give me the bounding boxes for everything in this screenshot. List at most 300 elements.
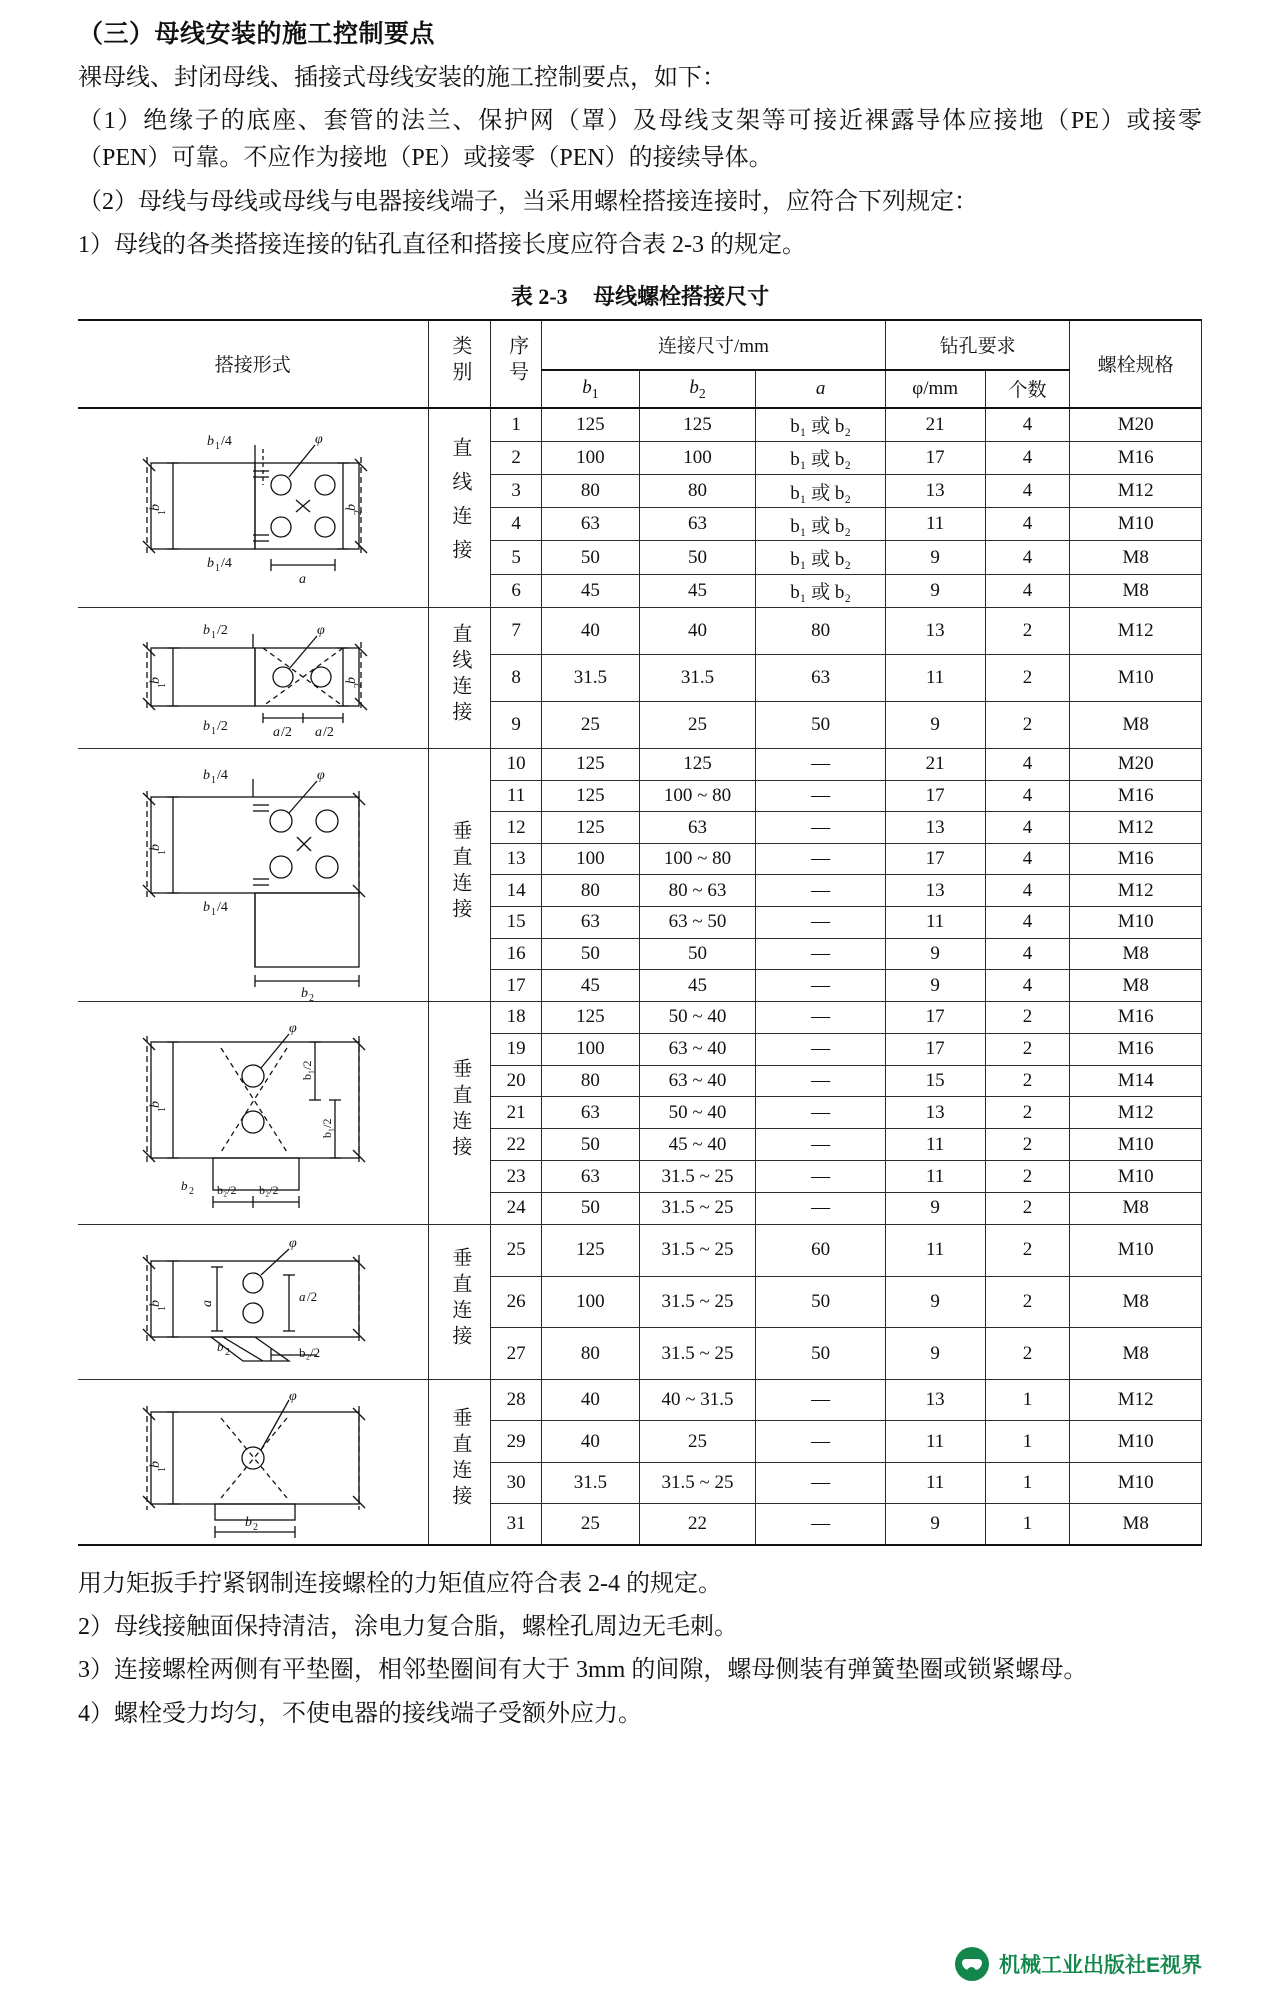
cell-b1: 63 <box>542 508 640 541</box>
cell-count: 1 <box>985 1421 1070 1462</box>
svg-text:b₂/2: b₂/2 <box>298 1344 320 1360</box>
cell-count: 4 <box>985 970 1070 1002</box>
svg-text:b₂/2: b₂/2 <box>258 1182 279 1197</box>
cell-a: — <box>756 843 885 875</box>
figure-vertical-2bolt <box>78 1001 428 1224</box>
svg-text:b: b <box>147 676 163 684</box>
cell-b2: 31.5 ~ 25 <box>639 1276 756 1328</box>
cell-b2: 25 <box>639 701 756 748</box>
cell-phi: 17 <box>885 1001 985 1033</box>
table-row <box>78 1001 1202 1033</box>
cell-a: — <box>756 1161 885 1193</box>
paragraph-2: （1）绝缘子的底座、套管的法兰、保护网（罩）及母线支架等可接近裸露导体应接地（PE）或接零（PEN）可靠。不应作为接地（PE）或接零（PEN）的接续导体。 <box>78 108 1202 172</box>
svg-text:1: 1 <box>156 1305 168 1311</box>
svg-text:b: b <box>147 1100 163 1108</box>
cell-no: 4 <box>491 508 542 541</box>
after-table-paragraph-3: 3）连接螺栓两侧有平垫圈，相邻垫圈间有大于 3mm 的间隙，螺母侧装有弹簧垫圈或锁紧螺母。 <box>78 1657 1088 1684</box>
cell-b2: 80 ~ 63 <box>639 875 756 907</box>
cell-b2: 40 ~ 31.5 <box>639 1379 756 1420</box>
cell-no: 19 <box>491 1033 542 1065</box>
cell-count: 2 <box>985 701 1070 748</box>
header-b2: $b_2$ <box>639 370 756 408</box>
svg-text:b: b <box>343 676 359 684</box>
cell-no: 18 <box>491 1001 542 1033</box>
svg-text:b: b <box>343 503 359 511</box>
svg-text:a: a <box>199 1299 215 1307</box>
cell-a: b₁ 或 b₂ <box>756 541 885 574</box>
cell-count: 4 <box>985 748 1070 780</box>
cell-b1: 100 <box>542 1276 640 1328</box>
cell-b1: 50 <box>542 1129 640 1161</box>
svg-text:b: b <box>216 1338 224 1354</box>
cell-b1: 125 <box>542 1001 640 1033</box>
cell-count: 2 <box>985 607 1070 654</box>
cell-no: 5 <box>491 541 542 574</box>
svg-text:1: 1 <box>214 440 220 452</box>
cell-a: 50 <box>756 1328 885 1380</box>
cell-spec: M10 <box>1070 1421 1202 1462</box>
cell-spec: M12 <box>1070 1379 1202 1420</box>
cell-a: 50 <box>756 701 885 748</box>
cell-spec: M12 <box>1070 607 1202 654</box>
header-drill-group: 钻孔要求 <box>885 320 1070 370</box>
svg-text:2: 2 <box>352 509 364 515</box>
cell-no: 12 <box>491 812 542 844</box>
cell-count: 4 <box>985 574 1070 607</box>
cell-phi: 11 <box>885 508 985 541</box>
svg-text:1: 1 <box>214 562 220 574</box>
cell-b2: 50 ~ 40 <box>639 1001 756 1033</box>
figure-straight-2bolt <box>78 607 428 748</box>
cell-b2: 63 ~ 50 <box>639 907 756 939</box>
cell-b2: 40 <box>639 607 756 654</box>
svg-text:/4: /4 <box>220 555 232 571</box>
svg-text:b: b <box>202 767 210 783</box>
cell-phi: 9 <box>885 1276 985 1328</box>
cell-spec: M14 <box>1070 1065 1202 1097</box>
cell-phi: 15 <box>885 1065 985 1097</box>
cell-spec: M12 <box>1070 812 1202 844</box>
cell-phi: 9 <box>885 1504 985 1545</box>
svg-text:2: 2 <box>224 1346 230 1358</box>
cell-a: 60 <box>756 1224 885 1276</box>
cell-count: 2 <box>985 1193 1070 1225</box>
cell-no: 20 <box>491 1065 542 1097</box>
category-cell: 直线连接 <box>428 408 491 608</box>
cell-b2: 50 <box>639 938 756 970</box>
cell-spec: M10 <box>1070 508 1202 541</box>
cell-a: — <box>756 1462 885 1503</box>
svg-text:b: b <box>147 843 163 851</box>
cell-spec: M10 <box>1070 1462 1202 1503</box>
cell-b2: 25 <box>639 1421 756 1462</box>
paragraph-4: 1）母线的各类搭接连接的钻孔直径和搭接长度应符合表 2-3 的规定。 <box>78 231 806 258</box>
cell-b2: 100 ~ 80 <box>639 843 756 875</box>
cell-a: — <box>756 970 885 1002</box>
cell-b1: 80 <box>542 474 640 507</box>
cell-spec: M8 <box>1070 1193 1202 1225</box>
cell-phi: 17 <box>885 1033 985 1065</box>
cell-a: b₁ 或 b₂ <box>756 441 885 474</box>
table-row <box>78 748 1202 780</box>
cell-b1: 31.5 <box>542 1462 640 1503</box>
cell-no: 8 <box>491 654 542 701</box>
cell-b1: 40 <box>542 1379 640 1420</box>
cell-count: 1 <box>985 1379 1070 1420</box>
svg-text:φ: φ <box>288 1020 297 1036</box>
cell-count: 2 <box>985 1065 1070 1097</box>
cell-b2: 63 ~ 40 <box>639 1033 756 1065</box>
svg-text:1: 1 <box>156 1466 168 1472</box>
cell-a: — <box>756 1193 885 1225</box>
table-caption-number: 表 2-3 <box>510 283 568 309</box>
watermark-label: 机械工业出版社E视界 <box>998 1954 1202 1977</box>
cell-b1: 80 <box>542 875 640 907</box>
cell-no: 29 <box>491 1421 542 1462</box>
cell-spec: M10 <box>1070 654 1202 701</box>
cell-a: — <box>756 1097 885 1129</box>
cell-b1: 31.5 <box>542 654 640 701</box>
cell-b1: 40 <box>542 1421 640 1462</box>
cell-b1: 63 <box>542 1097 640 1129</box>
paragraph-1: 裸母线、封闭母线、插接式母线安装的施工控制要点，如下： <box>78 65 726 91</box>
cell-count: 4 <box>985 875 1070 907</box>
cell-no: 10 <box>491 748 542 780</box>
cell-a: 80 <box>756 607 885 654</box>
cell-no: 30 <box>491 1462 542 1503</box>
cell-a: — <box>756 875 885 907</box>
cell-no: 9 <box>491 701 542 748</box>
svg-text:b: b <box>202 718 210 734</box>
cell-b1: 40 <box>542 607 640 654</box>
svg-text:φ: φ <box>288 1235 297 1251</box>
cell-spec: M8 <box>1070 938 1202 970</box>
cell-b2: 45 <box>639 970 756 1002</box>
cell-b2: 50 ~ 40 <box>639 1097 756 1129</box>
cell-count: 4 <box>985 780 1070 812</box>
cell-count: 4 <box>985 408 1070 441</box>
category-cell: 直线连接 <box>428 607 491 748</box>
category-cell: 垂直连接 <box>428 1001 491 1224</box>
header-form: 搭接形式 <box>78 320 428 408</box>
cell-no: 7 <box>491 607 542 654</box>
cell-phi: 11 <box>885 1421 985 1462</box>
header-phi: φ/mm <box>885 370 985 408</box>
cell-phi: 9 <box>885 970 985 1002</box>
cell-a: — <box>756 812 885 844</box>
cell-spec: M16 <box>1070 843 1202 875</box>
svg-text:/2: /2 <box>280 724 292 740</box>
cell-b1: 80 <box>542 1065 640 1097</box>
cell-b1: 50 <box>542 541 640 574</box>
svg-text:b: b <box>202 899 210 915</box>
cell-no: 13 <box>491 843 542 875</box>
svg-text:b: b <box>206 555 214 571</box>
table-row <box>78 607 1202 654</box>
cell-b1: 63 <box>542 907 640 939</box>
cell-b1: 125 <box>542 748 640 780</box>
cell-phi: 13 <box>885 1379 985 1420</box>
cell-b2: 50 <box>639 541 756 574</box>
svg-text:b₂/2: b₂/2 <box>216 1182 237 1197</box>
cell-phi: 13 <box>885 474 985 507</box>
cell-b2: 125 <box>639 748 756 780</box>
cell-no: 23 <box>491 1161 542 1193</box>
svg-text:1: 1 <box>210 774 216 786</box>
svg-text:b: b <box>206 433 214 449</box>
svg-text:1: 1 <box>210 725 216 737</box>
cell-b2: 31.5 ~ 25 <box>639 1224 756 1276</box>
cell-spec: M8 <box>1070 574 1202 607</box>
wechat-logo-icon <box>955 1947 989 1981</box>
cell-count: 2 <box>985 654 1070 701</box>
svg-text:b: b <box>244 1514 252 1530</box>
cell-no: 16 <box>491 938 542 970</box>
cell-spec: M10 <box>1070 1129 1202 1161</box>
cell-no: 17 <box>491 970 542 1002</box>
cell-phi: 9 <box>885 574 985 607</box>
cell-phi: 13 <box>885 875 985 907</box>
table-caption <box>78 280 1202 311</box>
svg-text:/4: /4 <box>216 899 228 915</box>
cell-b2: 31.5 <box>639 654 756 701</box>
cell-no: 6 <box>491 574 542 607</box>
cell-no: 26 <box>491 1276 542 1328</box>
header-category: 类别 <box>428 320 491 408</box>
cell-a: — <box>756 1129 885 1161</box>
cell-count: 4 <box>985 441 1070 474</box>
cell-spec: M16 <box>1070 1001 1202 1033</box>
svg-text:/4: /4 <box>216 767 228 783</box>
cell-count: 1 <box>985 1462 1070 1503</box>
cell-b1: 125 <box>542 780 640 812</box>
svg-text:2: 2 <box>188 1185 194 1197</box>
figure-vertical-4bolt <box>78 748 428 1004</box>
cell-a: — <box>756 1065 885 1097</box>
cell-a: — <box>756 938 885 970</box>
svg-text:b: b <box>147 1299 163 1307</box>
cell-phi: 13 <box>885 812 985 844</box>
svg-text:φ: φ <box>316 622 325 638</box>
cell-count: 2 <box>985 1224 1070 1276</box>
cell-b1: 25 <box>542 1504 640 1545</box>
category-cell: 垂直连接 <box>428 1379 491 1545</box>
cell-b2: 22 <box>639 1504 756 1545</box>
svg-text:b: b <box>300 985 308 1001</box>
cell-b2: 125 <box>639 408 756 441</box>
cell-spec: M16 <box>1070 780 1202 812</box>
cell-spec: M8 <box>1070 1328 1202 1380</box>
cell-b1: 50 <box>542 1193 640 1225</box>
cell-count: 4 <box>985 907 1070 939</box>
watermark <box>955 1947 1202 1981</box>
cell-b2: 100 ~ 80 <box>639 780 756 812</box>
cell-b2: 63 ~ 40 <box>639 1065 756 1097</box>
cell-phi: 13 <box>885 1097 985 1129</box>
cell-b1: 50 <box>542 938 640 970</box>
svg-text:b: b <box>147 1460 163 1468</box>
figure-vertical-1bolt <box>78 1379 428 1545</box>
cell-a: b₁ 或 b₂ <box>756 474 885 507</box>
cell-spec: M20 <box>1070 408 1202 441</box>
cell-b2: 100 <box>639 441 756 474</box>
cell-spec: M10 <box>1070 1161 1202 1193</box>
cell-a: b₁ 或 b₂ <box>756 508 885 541</box>
svg-text:1: 1 <box>156 849 168 855</box>
figure-straight-4bolt <box>78 408 428 608</box>
cell-spec: M20 <box>1070 748 1202 780</box>
svg-text:1: 1 <box>210 629 216 641</box>
cell-a: — <box>756 1379 885 1420</box>
cell-no: 14 <box>491 875 542 907</box>
cell-no: 11 <box>491 780 542 812</box>
svg-text:b: b <box>180 1177 188 1193</box>
paragraph-3: （2）母线与母线或母线与电器接线端子，当采用螺栓搭接连接时，应符合下列规定： <box>78 188 978 215</box>
cell-no: 24 <box>491 1193 542 1225</box>
cell-phi: 11 <box>885 907 985 939</box>
cell-b1: 45 <box>542 970 640 1002</box>
svg-text:b₁/2: b₁/2 <box>319 1118 334 1138</box>
after-table-paragraph-1: 用力矩扳手拧紧钢制连接螺栓的力矩值应符合表 2-4 的规定。 <box>78 1570 722 1597</box>
svg-text:1: 1 <box>156 1106 168 1112</box>
cell-count: 2 <box>985 1129 1070 1161</box>
header-count: 个数 <box>985 370 1070 408</box>
table-row <box>78 1379 1202 1420</box>
cell-no: 28 <box>491 1379 542 1420</box>
cell-spec: M16 <box>1070 441 1202 474</box>
cell-no: 3 <box>491 474 542 507</box>
cell-phi: 11 <box>885 654 985 701</box>
cell-spec: M8 <box>1070 541 1202 574</box>
after-table-paragraph-4: 4）螺栓受力均匀，不使电器的接线端子受额外应力。 <box>78 1700 642 1727</box>
cell-b1: 63 <box>542 1161 640 1193</box>
svg-text:φ: φ <box>314 431 323 447</box>
cell-no: 31 <box>491 1504 542 1545</box>
cell-phi: 11 <box>885 1224 985 1276</box>
cell-b1: 45 <box>542 574 640 607</box>
cell-a: — <box>756 780 885 812</box>
cell-phi: 17 <box>885 780 985 812</box>
cell-phi: 9 <box>885 1328 985 1380</box>
cell-a: — <box>756 1001 885 1033</box>
cell-b2: 31.5 ~ 25 <box>639 1193 756 1225</box>
cell-b2: 31.5 ~ 25 <box>639 1161 756 1193</box>
cell-a: b₁ 或 b₂ <box>756 408 885 441</box>
cell-a: — <box>756 907 885 939</box>
svg-text:1: 1 <box>210 906 216 918</box>
cell-a: — <box>756 748 885 780</box>
cell-count: 4 <box>985 843 1070 875</box>
cell-b1: 100 <box>542 441 640 474</box>
cell-spec: M8 <box>1070 1504 1202 1545</box>
cell-b1: 25 <box>542 701 640 748</box>
cell-b2: 31.5 ~ 25 <box>639 1462 756 1503</box>
cell-phi: 13 <box>885 607 985 654</box>
svg-text:φ: φ <box>316 767 325 783</box>
cell-count: 2 <box>985 1001 1070 1033</box>
header-index: 序号 <box>491 320 542 408</box>
cell-a: — <box>756 1504 885 1545</box>
svg-text:a: a <box>298 571 306 587</box>
svg-text:b: b <box>147 503 163 511</box>
bolt-lap-dimensions-table <box>78 319 1202 1546</box>
cell-spec: M8 <box>1070 1276 1202 1328</box>
cell-phi: 21 <box>885 748 985 780</box>
cell-b2: 45 <box>639 574 756 607</box>
svg-text:/2: /2 <box>322 724 334 740</box>
header-spec: 螺栓规格 <box>1070 320 1202 408</box>
svg-text:1: 1 <box>156 682 168 688</box>
cell-b2: 80 <box>639 474 756 507</box>
cell-a: 63 <box>756 654 885 701</box>
svg-text:/2: /2 <box>306 1288 317 1304</box>
header-b1: $b_1$ <box>542 370 640 408</box>
cell-a: 50 <box>756 1276 885 1328</box>
cell-phi: 11 <box>885 1161 985 1193</box>
cell-phi: 9 <box>885 938 985 970</box>
svg-text:b₁/2: b₁/2 <box>299 1060 314 1080</box>
cell-spec: M12 <box>1070 1097 1202 1129</box>
cell-count: 4 <box>985 812 1070 844</box>
cell-count: 4 <box>985 508 1070 541</box>
header-conn-dim-group: 连接尺寸/mm <box>542 320 886 370</box>
cell-spec: M8 <box>1070 701 1202 748</box>
svg-text:a: a <box>272 724 280 740</box>
cell-b1: 100 <box>542 1033 640 1065</box>
svg-text:2: 2 <box>308 992 314 1004</box>
cell-no: 21 <box>491 1097 542 1129</box>
cell-spec: M10 <box>1070 907 1202 939</box>
cell-spec: M16 <box>1070 1033 1202 1065</box>
cell-count: 2 <box>985 1033 1070 1065</box>
cell-no: 25 <box>491 1224 542 1276</box>
table-row <box>78 1224 1202 1276</box>
section-heading: （三）母线安装的施工控制要点 <box>78 21 436 48</box>
cell-b1: 125 <box>542 812 640 844</box>
cell-phi: 9 <box>885 541 985 574</box>
cell-b1: 125 <box>542 408 640 441</box>
cell-b1: 125 <box>542 1224 640 1276</box>
cell-no: 2 <box>491 441 542 474</box>
svg-text:1: 1 <box>156 509 168 515</box>
cell-phi: 9 <box>885 701 985 748</box>
cell-phi: 17 <box>885 441 985 474</box>
cell-count: 2 <box>985 1161 1070 1193</box>
cell-b1: 80 <box>542 1328 640 1380</box>
cell-b2: 45 ~ 40 <box>639 1129 756 1161</box>
svg-text:/4: /4 <box>220 433 232 449</box>
category-cell: 垂直连接 <box>428 1224 491 1379</box>
cell-count: 1 <box>985 1504 1070 1545</box>
cell-no: 15 <box>491 907 542 939</box>
table-row <box>78 408 1202 441</box>
svg-text:2: 2 <box>252 1521 258 1533</box>
cell-b2: 63 <box>639 508 756 541</box>
cell-a: — <box>756 1421 885 1462</box>
category-cell: 垂直连接 <box>428 748 491 1001</box>
cell-phi: 9 <box>885 1193 985 1225</box>
cell-b2: 31.5 ~ 25 <box>639 1328 756 1380</box>
cell-count: 2 <box>985 1097 1070 1129</box>
cell-count: 2 <box>985 1328 1070 1380</box>
after-table-paragraph-2: 2）母线接触面保持清洁，涂电力复合脂，螺栓孔周边无毛刺。 <box>78 1614 738 1641</box>
cell-no: 1 <box>491 408 542 441</box>
cell-phi: 11 <box>885 1129 985 1161</box>
table-header-row-1 <box>78 320 1202 370</box>
cell-count: 2 <box>985 1276 1070 1328</box>
cell-phi: 17 <box>885 843 985 875</box>
svg-text:a: a <box>298 1288 306 1304</box>
